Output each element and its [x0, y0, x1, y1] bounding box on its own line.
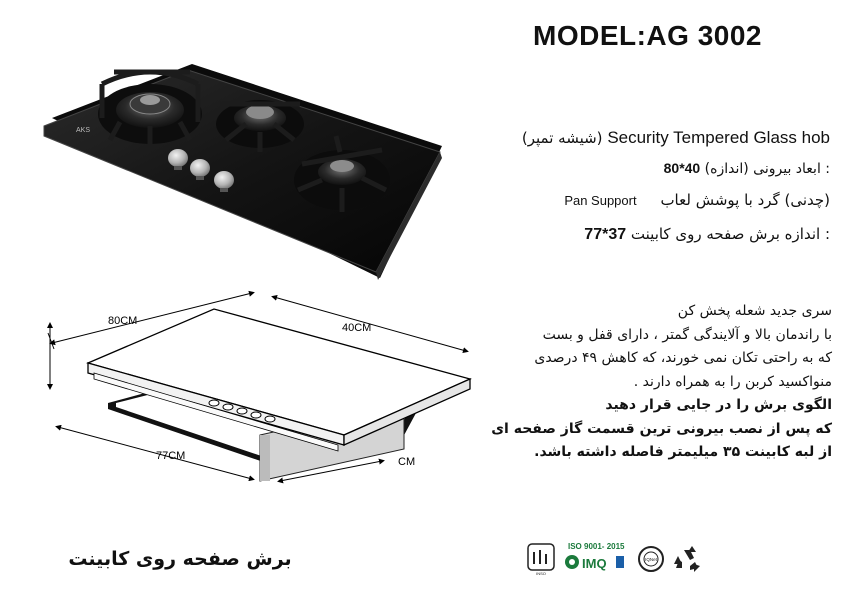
- spec-cut: [584, 225, 830, 244]
- spec-dims-label: : ابعاد بیرونی (اندازه): [704, 161, 830, 177]
- spec-glass-en: Security Tempered Glass hob: [607, 128, 830, 147]
- spec-dims-value: 80*40: [663, 160, 701, 176]
- spec-pan-fa: (چدنی) گرد با پوشش لعاب: [660, 191, 830, 209]
- description: [452, 300, 832, 465]
- model-title: MODEL:AG 3002: [533, 20, 762, 51]
- product-brand: AKS: [76, 127, 91, 134]
- product-photo: [40, 40, 450, 285]
- desc-bold-line: از لبه کابینت ۳۵ میلیمتر فاصله داشته باشد.: [534, 444, 832, 460]
- certification-logos: [524, 538, 714, 578]
- iqnet-label: IQNet: [645, 557, 657, 562]
- dimension-diagram: [38, 285, 478, 500]
- iqnet-seal-icon: [639, 547, 663, 571]
- spec-cut-value: 77*37: [584, 226, 627, 243]
- label-cut-width: 77CM: [156, 450, 186, 462]
- desc-line: منواکسید کربن را به همراه دارند .: [633, 373, 832, 390]
- label-depth: 40CM: [342, 322, 372, 334]
- label-cut-depth: CM: [398, 456, 416, 468]
- desc-bold-line: که پس از نصب بیرونی ترین قسمت گاز صفحه ای: [491, 420, 832, 437]
- inso-seal-icon: [528, 544, 554, 576]
- desc-bold-line: الگوی برش را در جایی قرار دهید: [605, 397, 832, 413]
- spec-glass-fa: (شیشه تمپر): [521, 129, 603, 147]
- label-width: 80CM: [108, 315, 138, 327]
- desc-line: سری جدید شعله پخش کن: [677, 303, 832, 319]
- inso-label: INSO: [536, 571, 546, 576]
- desc-line: با راندمان بالا و آلایندگی گمتر ، دارای قفل و بست: [542, 326, 832, 343]
- desc-line: که به راحتی تکان نمی خورند، که کاهش ۴۹ درصدی: [534, 350, 832, 366]
- cutout-caption: برش صفحه روی کابینت: [68, 548, 292, 570]
- spec-pan: [564, 191, 830, 209]
- spec-dims: [664, 160, 830, 177]
- hob-outline: [88, 309, 470, 451]
- imq-label: IMQ: [582, 556, 607, 571]
- recycle-icon: [674, 546, 700, 572]
- iso-imq-logo: [565, 542, 625, 571]
- iso-label: ISO 9001- 2015: [568, 542, 625, 551]
- spec-cut-label: : اندازه برش صفحه روی کابینت: [630, 225, 830, 243]
- spec-glass: [522, 128, 830, 148]
- spec-pan-en: Pan Support: [564, 193, 637, 208]
